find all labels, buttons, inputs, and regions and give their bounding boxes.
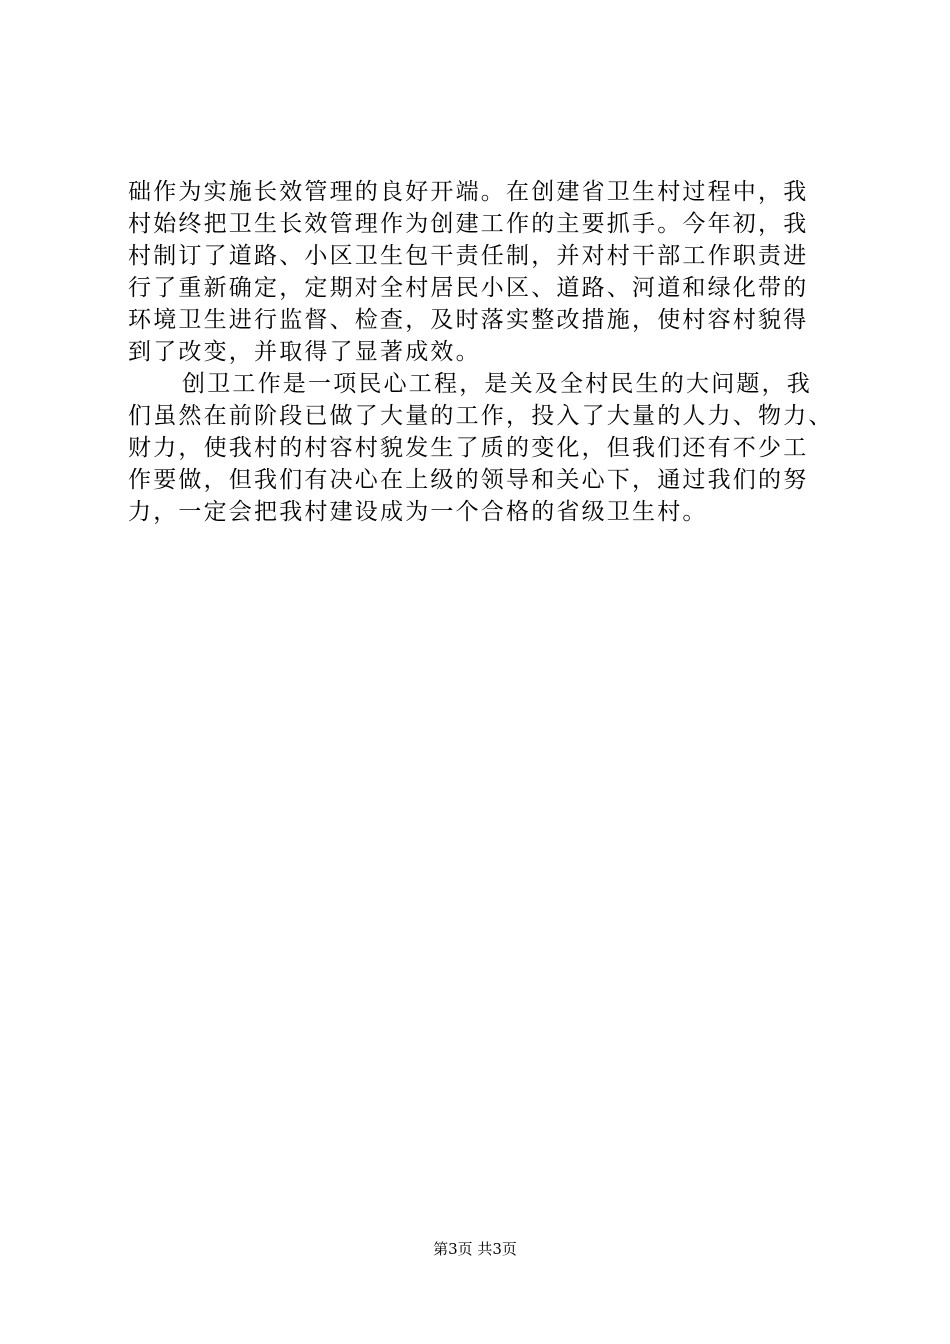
text-line: 村制订了道路、小区卫生包干责任制，并对村干部工作职责进 [128,243,809,269]
text-line: 环境卫生进行监督、检查，及时落实整改措施，使村容村貌得 [128,307,809,333]
paragraph-first-line: 创卫工作是一项民心工程，是关及全村民生的大问题，我 [182,371,812,397]
text-line: 作要做，但我们有决心在上级的领导和关心下，通过我们的努 [128,467,809,493]
text-line: 村始终把卫生长效管理作为创建工作的主要抓手。今年初，我 [128,211,809,237]
text-line: 础作为实施长效管理的良好开端。在创建省卫生村过程中，我 [128,179,809,205]
text-line: 们虽然在前阶段已做了大量的工作，投入了大量的人力、物力、 [128,403,834,429]
document-body [128,176,848,528]
text-line: 到了改变，并取得了显著成效。 [128,339,481,365]
text-line: 力，一定会把我村建设成为一个合格的省级卫生村。 [128,499,708,525]
page-number-footer: 第3页 共3页 [433,1240,517,1258]
text-line: 财力，使我村的村容村貌发生了质的变化，但我们还有不少工 [128,435,809,461]
text-line: 行了重新确定，定期对全村居民小区、道路、河道和绿化带的 [128,275,809,301]
